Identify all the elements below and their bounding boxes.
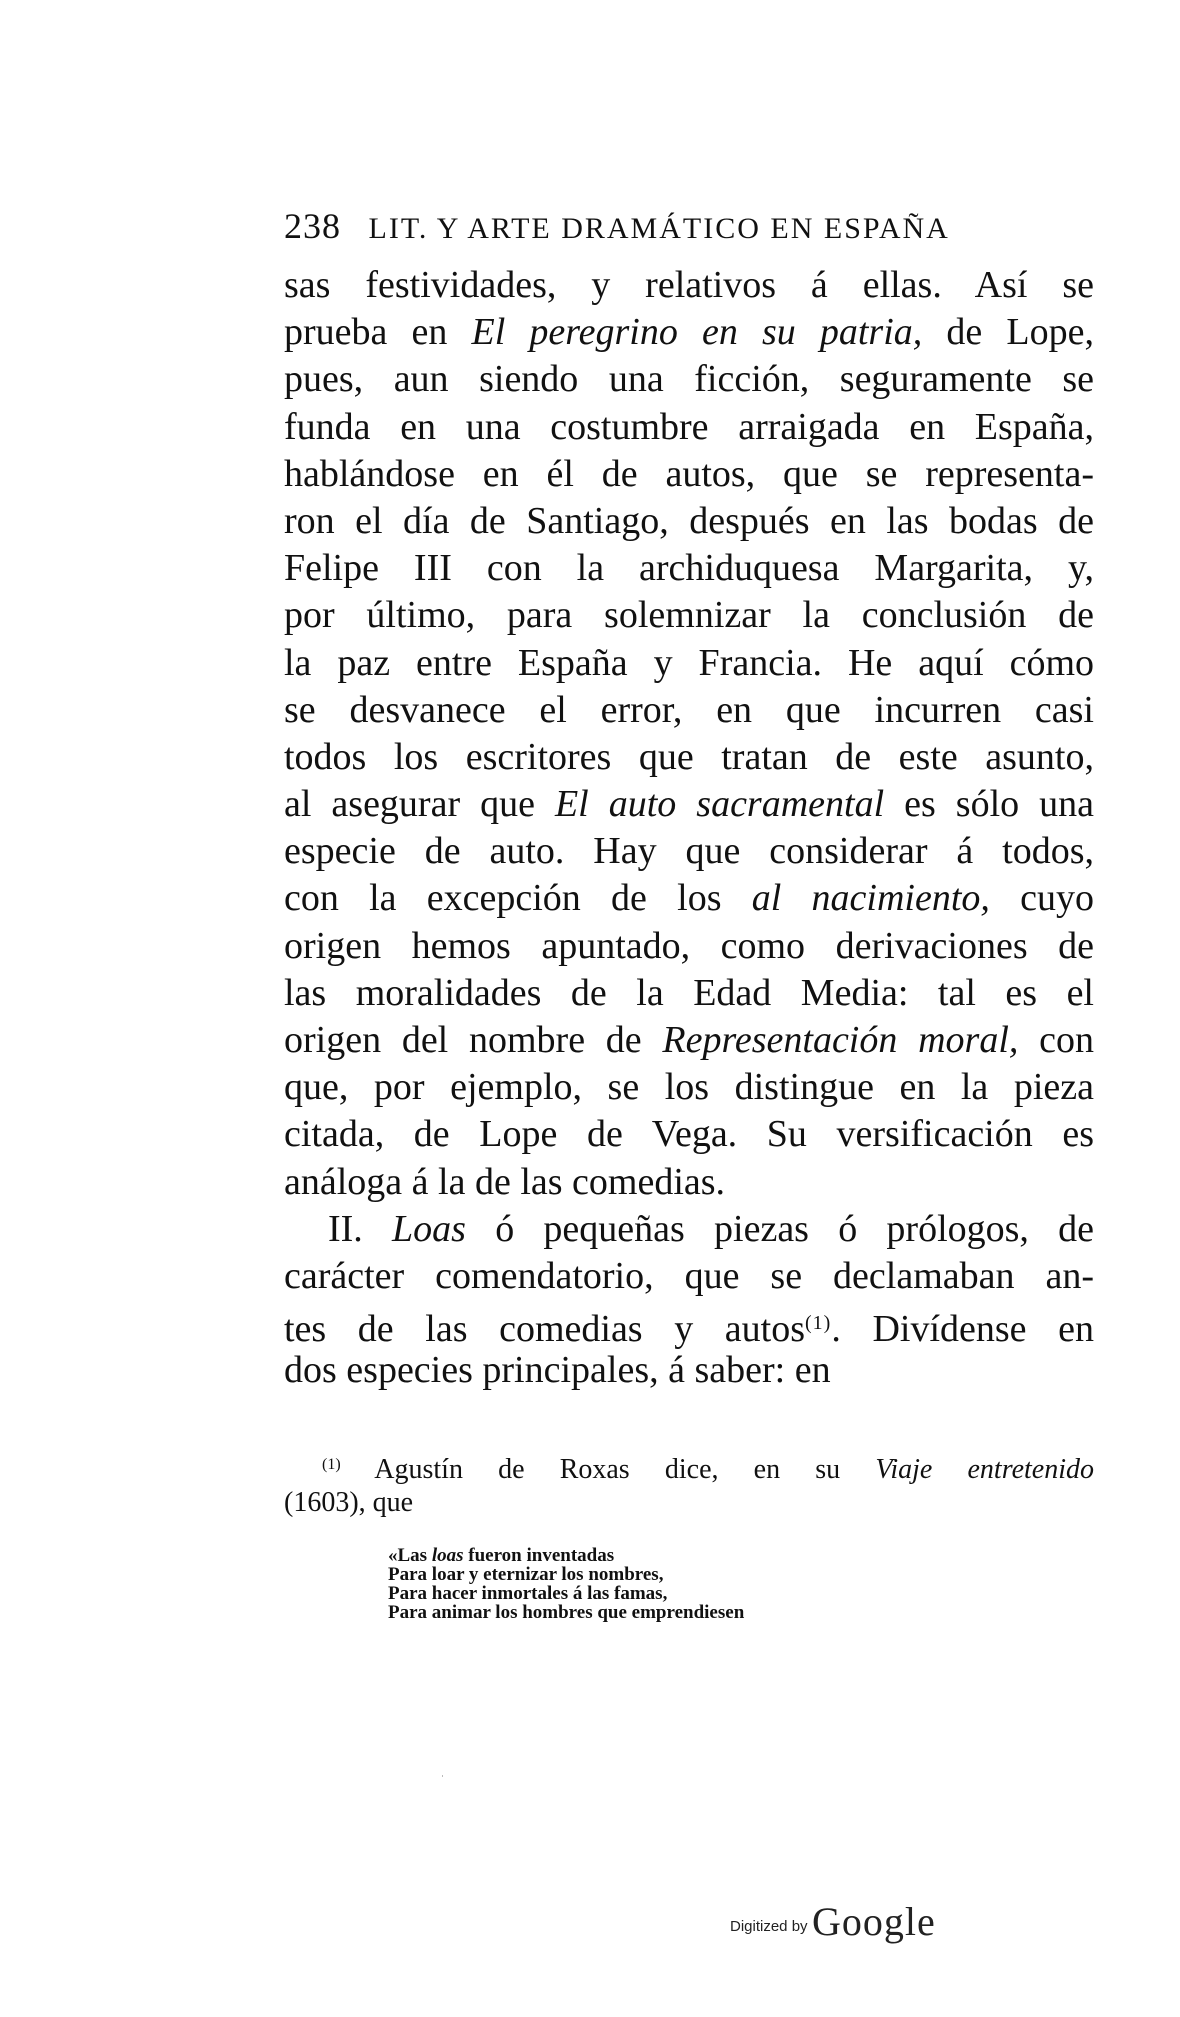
verse-line: Para animar los hombres que emprendiesen xyxy=(388,1602,745,1623)
text-run: al asegurar que xyxy=(284,783,555,826)
text-line: hablándose en él de autos, que se representa- xyxy=(284,452,1094,495)
text-line: sas festividades, y relativos á ellas. Así se xyxy=(284,264,1094,306)
body-text xyxy=(284,262,1094,1395)
text-line: por último, para solemnizar la conclusión de xyxy=(284,594,1094,637)
text-run: origen del nombre de xyxy=(284,1019,663,1061)
italic-title: al nacimiento, xyxy=(751,877,990,920)
text-line xyxy=(284,1300,1094,1351)
google-logo: Google xyxy=(812,1899,936,1944)
text-run: con la excepción de los xyxy=(284,877,752,920)
verse-line: Para loar y eternizar los nombres, xyxy=(388,1564,664,1585)
running-title: LIT. Y ARTE DRAMÁTICO EN ESPAÑA xyxy=(368,212,950,245)
text-line: funda en una costumbre arraigada en España, xyxy=(284,405,1094,448)
footnote-reference[interactable]: (1) xyxy=(805,1312,832,1335)
text-line: origen hemos apuntado, como derivaciones de xyxy=(284,924,1094,967)
verse-line xyxy=(388,1546,1028,1565)
verse-quotation xyxy=(388,1546,1028,1622)
watermark-prefix: Digitized by xyxy=(730,1918,808,1935)
footnote xyxy=(284,1446,1094,1522)
text-line: la paz entre España y Francia. He aquí cómo xyxy=(284,641,1094,684)
section-numeral: II. xyxy=(328,1207,393,1250)
text-run: ó pequeñas piezas ó prólogos, de xyxy=(465,1207,1095,1250)
text-run: Agustín de Roxas dice, en su xyxy=(340,1454,876,1485)
scan-speck xyxy=(442,1775,443,1777)
text-line: especie de auto. Hay que considerar á todos, xyxy=(284,830,1094,873)
text-run: . Divídense en xyxy=(831,1308,1094,1351)
text-line: ron el día de Santiago, después en las bodas de xyxy=(284,499,1094,542)
text-line xyxy=(284,309,1094,356)
footnote-line xyxy=(284,1446,1094,1484)
text-line: pues, aun siendo una ficción, seguramente se xyxy=(284,358,1094,401)
text-line: se desvanece el error, en que incurren casi xyxy=(284,688,1094,731)
verse-line: Para hacer inmortales á las famas, xyxy=(388,1583,668,1604)
text-line: análoga á la de las comedias. xyxy=(284,1160,726,1203)
running-header xyxy=(284,205,1094,247)
italic-title: El auto sacramental xyxy=(554,783,885,826)
text-line xyxy=(284,1017,1094,1064)
text-line: citada, de Lope de Vega. Su versificación es xyxy=(284,1113,1094,1156)
text-line xyxy=(284,781,1094,828)
text-run: prueba en xyxy=(284,311,472,354)
text-run: es sólo una xyxy=(884,783,1094,826)
text-line: todos los escritores que tratan de este asunto, xyxy=(284,735,1094,778)
text-run: de Lope, xyxy=(922,311,1094,354)
text-line: dos especies principales, á saber: en xyxy=(284,1349,831,1392)
italic-term: Loas xyxy=(392,1207,466,1250)
italic-title: Representación moral, xyxy=(662,1019,1019,1061)
footnote-line: (1603), que xyxy=(284,1487,414,1518)
italic-term: loas xyxy=(431,1545,464,1566)
text-run: «Las xyxy=(388,1545,432,1566)
text-run: cuyo xyxy=(989,877,1094,920)
text-line xyxy=(284,1206,1094,1253)
text-run: fueron inventadas xyxy=(463,1545,615,1566)
text-run: tes de las comedias y autos xyxy=(284,1308,806,1351)
text-line xyxy=(284,875,1094,922)
digitized-by-watermark xyxy=(730,1898,936,1945)
italic-title: Viaje entretenido xyxy=(875,1454,1094,1485)
text-line: Felipe III con la archiduquesa Margarita, y, xyxy=(284,547,1094,590)
footnote-marker: (1) xyxy=(322,1456,341,1473)
page-number: 238 xyxy=(284,206,341,246)
text-run: con xyxy=(1018,1019,1094,1061)
text-line: las moralidades de la Edad Media: tal es el xyxy=(284,971,1094,1014)
text-line: que, por ejemplo, se los distingue en la pieza xyxy=(284,1066,1094,1109)
italic-title: El peregrino en su patria, xyxy=(471,311,923,354)
text-line: carácter comendatorio, que se declamaban an- xyxy=(284,1254,1094,1297)
